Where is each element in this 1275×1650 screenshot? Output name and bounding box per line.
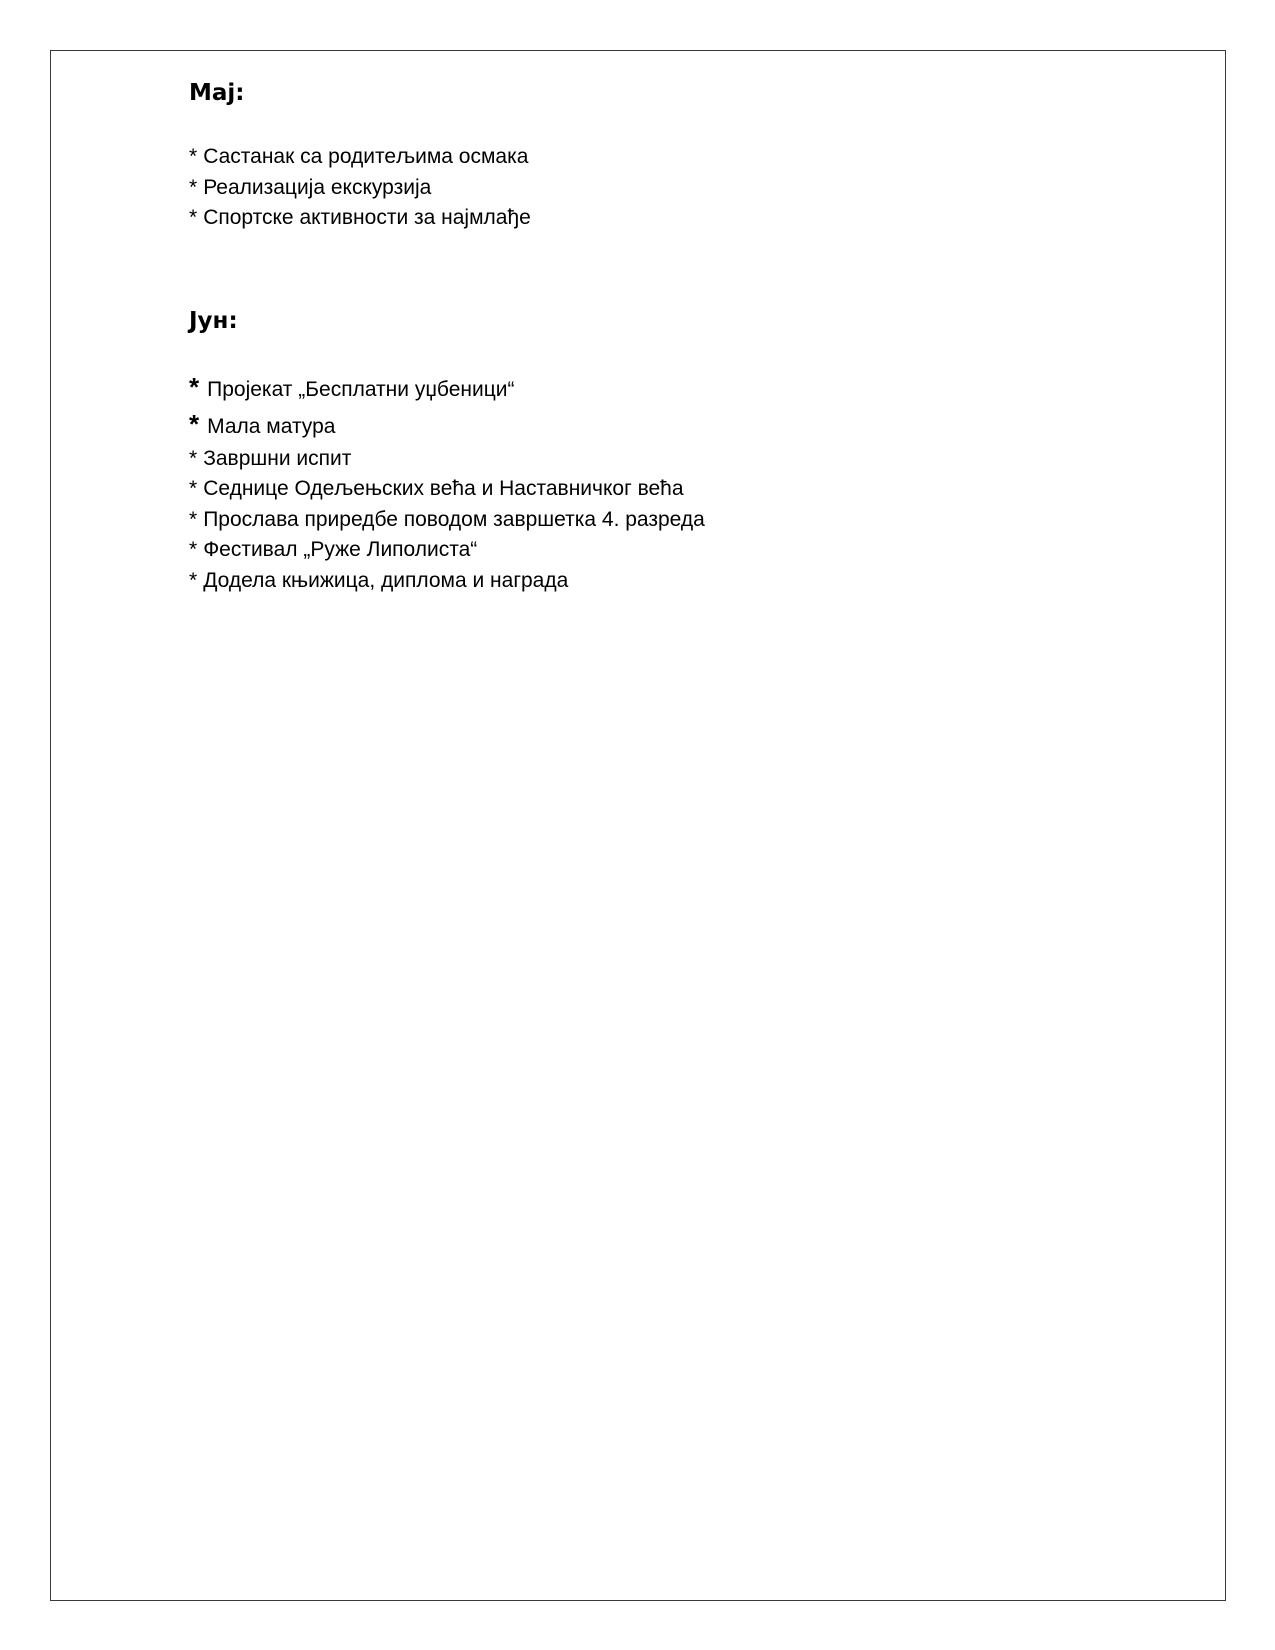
item-text: Фестивал „Руже Липолиста“ <box>203 538 478 561</box>
list-item <box>189 535 1089 566</box>
list-item <box>189 173 1089 204</box>
bullet-star: * <box>189 408 200 439</box>
item-text: Састанак са родитељима осмака <box>203 145 529 168</box>
section-heading-june: Јун: <box>189 307 238 334</box>
section-june <box>189 306 1089 597</box>
section-may <box>189 78 1089 234</box>
list-item <box>189 142 1089 173</box>
bullet-star: * <box>189 446 198 470</box>
item-text: Завршни испит <box>203 446 352 470</box>
list-item <box>189 505 1089 536</box>
bullet-star: * <box>189 568 198 592</box>
item-text: Мала матура <box>207 414 336 438</box>
list-item <box>189 407 1089 444</box>
section-heading-may: Мај: <box>189 80 245 106</box>
item-text: Пројекат „Бесплатни уџбеници“ <box>207 377 515 401</box>
item-text: Реализација екскурзија <box>203 175 432 199</box>
bullet-star: * <box>189 538 198 561</box>
bullet-star: * <box>189 206 198 229</box>
bullet-star: * <box>189 145 198 168</box>
list-item <box>189 474 1089 505</box>
item-text: Додела књижица, диплома и награда <box>203 568 569 592</box>
list-item <box>189 203 1089 234</box>
item-text: Седнице Одељењских већа и Наставничког већа <box>203 477 684 500</box>
document-content <box>189 78 1089 596</box>
item-text: Прослава приредбе поводом завршетка 4. разреда <box>203 507 705 531</box>
item-text: Спортске активности за најмлађе <box>203 206 531 229</box>
bullet-star: * <box>189 507 198 531</box>
item-list-may <box>189 142 1089 234</box>
list-item <box>189 444 1089 475</box>
list-item <box>189 370 1089 407</box>
bullet-star: * <box>189 371 200 402</box>
item-list-june <box>189 370 1089 597</box>
list-item <box>189 566 1089 597</box>
bullet-star: * <box>189 477 198 500</box>
bullet-star: * <box>189 175 198 199</box>
